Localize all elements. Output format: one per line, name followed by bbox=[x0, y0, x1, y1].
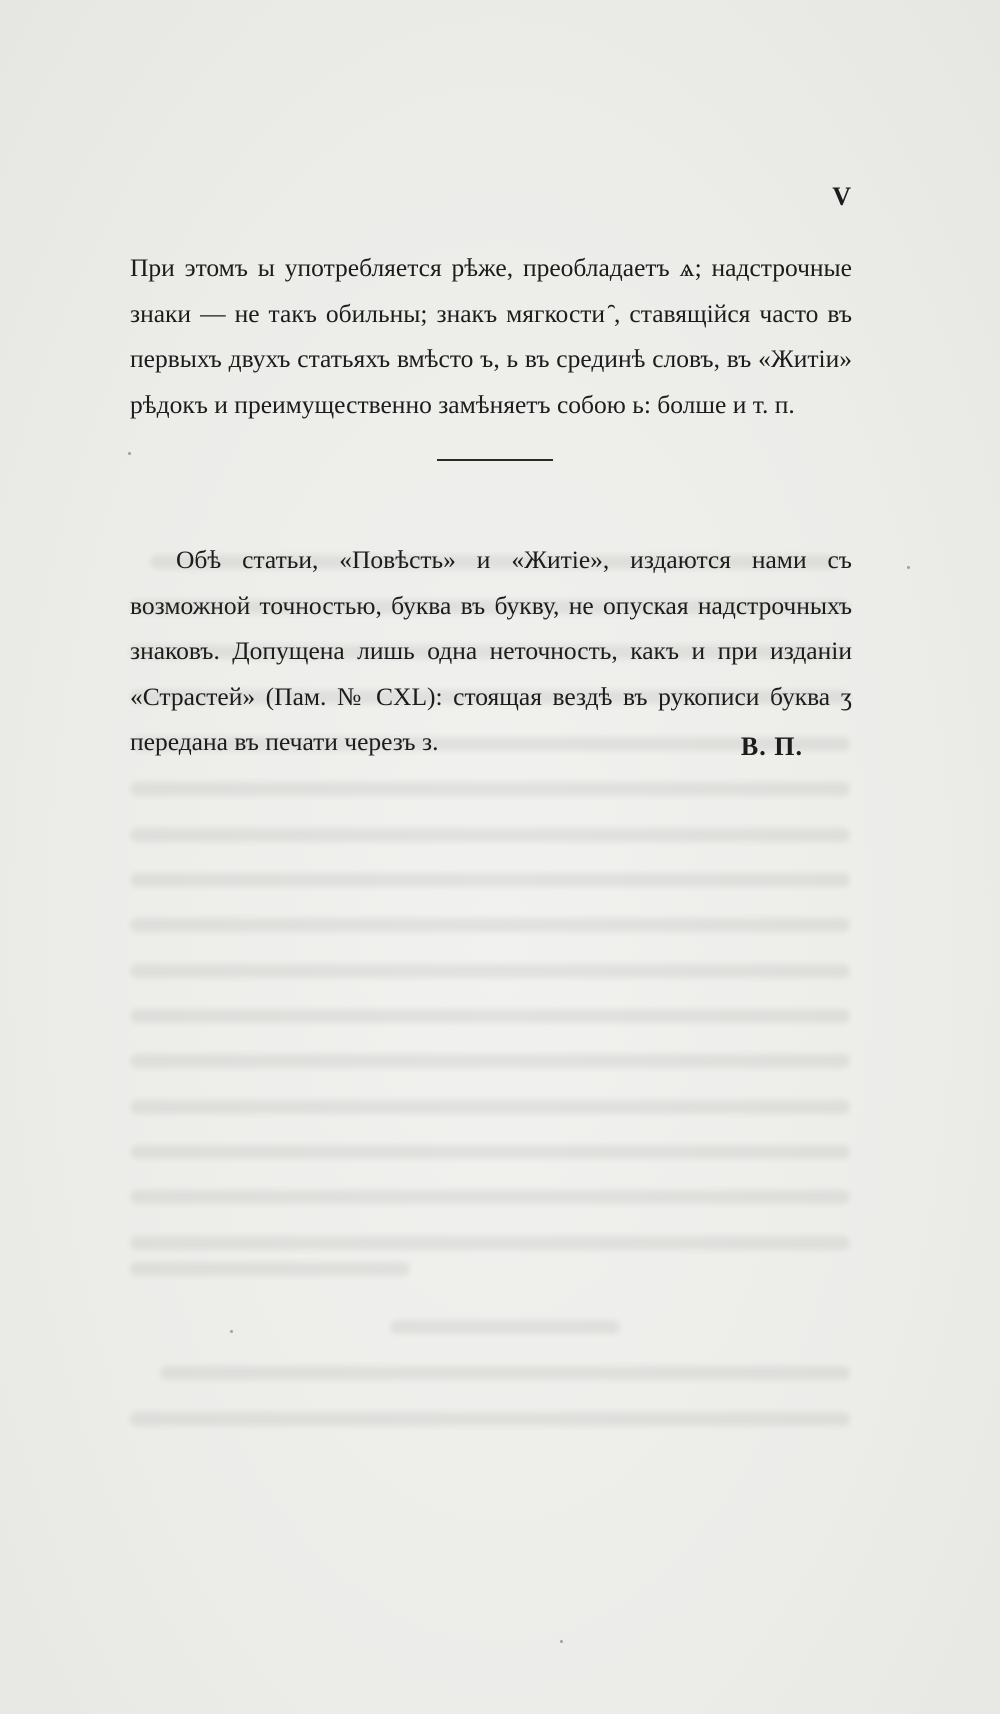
paper-speck bbox=[560, 1640, 563, 1643]
author-signature: В. П. bbox=[740, 732, 803, 761]
paper-speck bbox=[230, 1330, 233, 1333]
paragraph-edition-text: Обѣ статьи, «Повѣсть» и «Житіе», издаются нами съ возможной точностью, буква въ букву, не опуская надстрочныхъ знаковъ. Допущена лишь одна неточность, какъ и при изданіи «Страстей» (Пам. № CXL): стоящая вездѣ въ рукописи буква ʒ передана въ печати черезъ з. bbox=[130, 545, 852, 756]
paragraph-orthography-note: При этомъ ы употребляется рѣже, преобладаетъ ѧ; надстрочные знаки — не такъ обильны; знакъ мягкости ̑, ставящійся часто въ первыхъ двухъ статьяхъ вмѣсто ъ, ь въ срединѣ словъ, въ «Житіи» рѣдокъ и преимущественно замѣняетъ собою ь: болше и т. п. bbox=[130, 253, 852, 419]
page-number: V bbox=[832, 182, 852, 211]
paragraph-edition-note bbox=[130, 537, 852, 765]
section-divider bbox=[437, 459, 553, 461]
paper-speck bbox=[907, 566, 910, 569]
paper-speck bbox=[128, 452, 131, 455]
